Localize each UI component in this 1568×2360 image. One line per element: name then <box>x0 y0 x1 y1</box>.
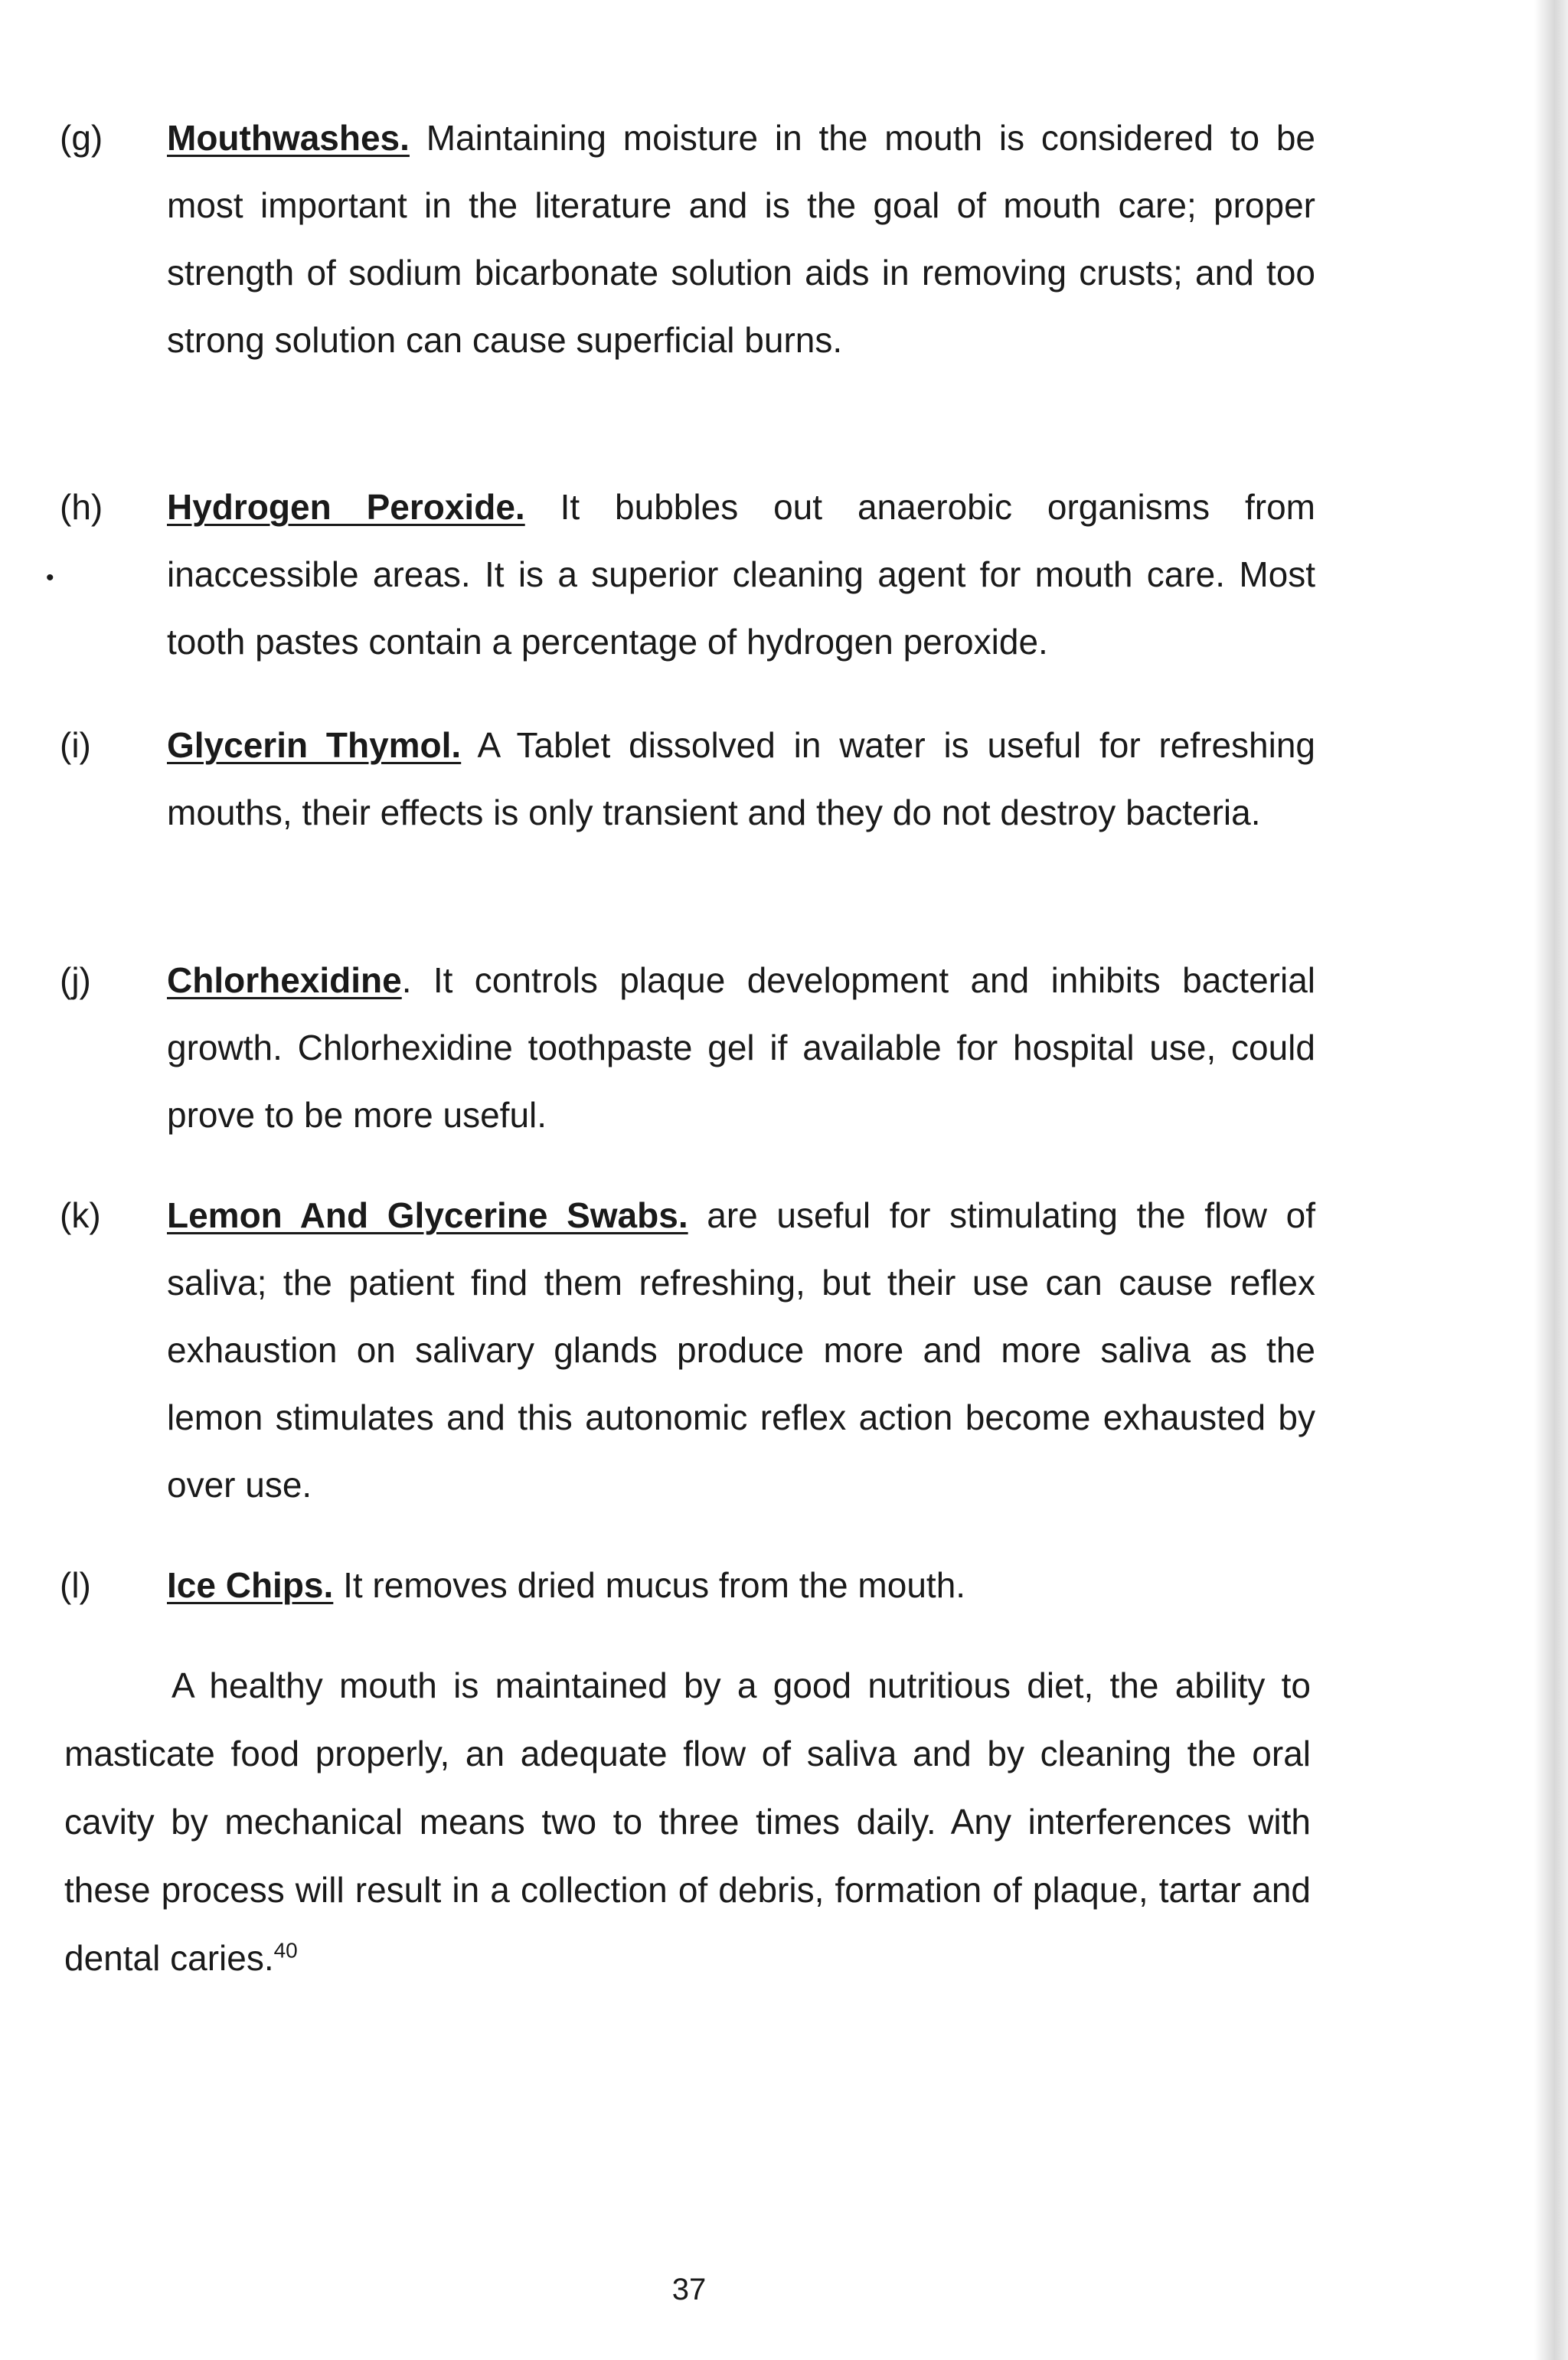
item-term: Glycerin Thymol. <box>167 725 462 765</box>
list-item-h <box>60 473 1315 675</box>
item-term: Chlorhexidine <box>167 960 402 1000</box>
item-text <box>167 473 1315 675</box>
list-item-g <box>60 104 1315 374</box>
item-label: (l) <box>60 1565 91 1605</box>
item-body: It removes dried mucus from the mouth. <box>333 1565 966 1605</box>
item-label: (i) <box>60 725 91 765</box>
item-body: are useful for stimulating the flow of saliva; the patient find them refreshing, but their use can cause reflex exhaustion on salivary glands produce more and more saliva as the lemon stimulates and this autonomic reflex action become exhausted by over use. <box>167 1195 1316 1505</box>
item-text <box>167 1551 1315 1619</box>
item-text <box>167 104 1315 374</box>
item-body: Maintaining moisture in the mouth is considered to be most important in the literature and is the goal of mouth care; proper strength of sodium bicarbonate solution aids in removing crusts; and too strong solution can cause superficial burns. <box>167 118 1315 360</box>
item-label: (j) <box>60 960 91 1000</box>
page-edge-shadow <box>1534 0 1568 2360</box>
item-term: Ice Chips. <box>167 1565 334 1605</box>
list-item-l <box>60 1551 1315 1619</box>
item-term: Mouthwashes. <box>167 118 410 158</box>
page-number: 37 <box>671 2273 707 2306</box>
item-label: (h) <box>60 487 103 527</box>
item-label: (k) <box>60 1195 101 1235</box>
item-text <box>167 711 1315 846</box>
stray-bullet-mark: • <box>46 565 54 590</box>
closing-paragraph <box>64 1652 1311 1992</box>
item-text <box>167 1182 1315 1518</box>
item-label: (g) <box>60 118 103 158</box>
list-item-j <box>60 946 1315 1149</box>
item-body: It bubbles out anaerobic organisms from inaccessible areas. It is a superior cleaning agent for mouth care. Most tooth pastes contain a percentage of hydrogen peroxide. <box>167 487 1315 662</box>
list-item-k <box>60 1182 1315 1518</box>
paragraph-text: A healthy mouth is maintained by a good nutritious diet, the ability to masticate food properly, an adequate flow of saliva and by cleaning the oral cavity by mechanical means two to three times daily. Any interferences with these process will result in a collection of debris, formation of plaque, tartar and dental caries. <box>64 1665 1311 1978</box>
item-body: . It controls plaque development and inhibits bacterial growth. Chlorhexidine toothpaste gel if available for hospital use, could prove to be more useful. <box>167 960 1315 1135</box>
item-term: Lemon And Glycerine Swabs. <box>167 1195 688 1235</box>
item-text <box>167 946 1315 1149</box>
list-item-i <box>60 711 1315 846</box>
item-body: A Tablet dissolved in water is useful for refreshing mouths, their effects is only transient and they do not destroy bacteria. <box>167 725 1315 832</box>
footnote-marker: 40 <box>273 1938 298 1963</box>
item-term: Hydrogen Peroxide. <box>167 487 525 527</box>
